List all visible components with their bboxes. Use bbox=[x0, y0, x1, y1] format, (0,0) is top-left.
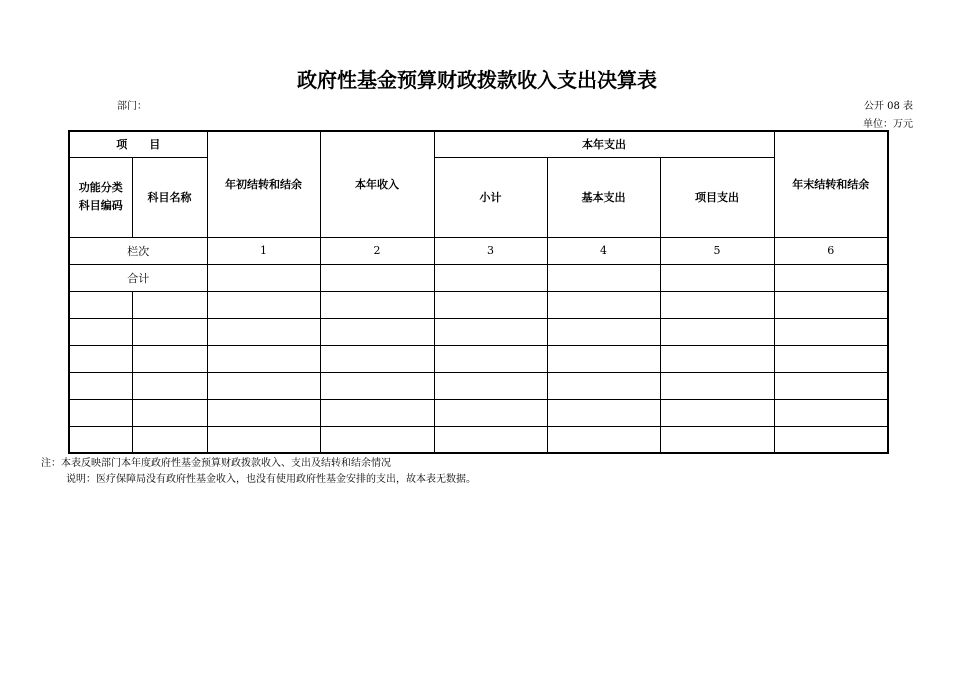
table-cell bbox=[434, 345, 547, 372]
column-number-5: 5 bbox=[660, 237, 774, 264]
table-row bbox=[69, 318, 888, 345]
table-cell bbox=[320, 372, 434, 399]
table-cell bbox=[774, 399, 888, 426]
table-row bbox=[69, 291, 888, 318]
page-title: 政府性基金预算财政拨款收入支出决算表 bbox=[297, 68, 657, 92]
table-cell bbox=[660, 291, 774, 318]
table-cell bbox=[547, 291, 660, 318]
table-cell bbox=[774, 372, 888, 399]
table-cell bbox=[774, 426, 888, 453]
table-row bbox=[69, 345, 888, 372]
table-cell bbox=[434, 264, 547, 291]
table-cell bbox=[132, 345, 207, 372]
table-cell bbox=[320, 291, 434, 318]
table-cell bbox=[207, 345, 320, 372]
table-cell bbox=[132, 399, 207, 426]
table-cell bbox=[320, 345, 434, 372]
table-cell bbox=[547, 264, 660, 291]
table-cell bbox=[320, 399, 434, 426]
table-cell bbox=[774, 264, 888, 291]
table-cell bbox=[69, 426, 132, 453]
expense-header: 本年支出 bbox=[434, 131, 774, 157]
table-cell bbox=[320, 318, 434, 345]
table-cell bbox=[207, 318, 320, 345]
subtotal-header: 小计 bbox=[434, 157, 547, 237]
unit-label: 单位：万元 bbox=[863, 119, 913, 130]
table-cell bbox=[774, 318, 888, 345]
notes bbox=[41, 456, 476, 488]
table-cell bbox=[434, 426, 547, 453]
table-cell bbox=[69, 291, 132, 318]
table-cell bbox=[547, 345, 660, 372]
table-cell bbox=[660, 399, 774, 426]
table-cell bbox=[434, 372, 547, 399]
total-label: 合计 bbox=[69, 264, 207, 291]
table-cell bbox=[660, 345, 774, 372]
func-code-header-line2: 科目编码 bbox=[78, 199, 123, 212]
table-cell bbox=[660, 372, 774, 399]
explanation-line: 说明：医疗保障局没有政府性基金收入，也没有使用政府性基金安排的支出，故本表无数据。 bbox=[66, 474, 476, 485]
table-cell bbox=[207, 264, 320, 291]
column-number-1: 1 bbox=[207, 237, 320, 264]
table-row bbox=[69, 399, 888, 426]
table-cell bbox=[774, 345, 888, 372]
table-cell bbox=[320, 426, 434, 453]
table-cell bbox=[207, 426, 320, 453]
table-cell bbox=[660, 426, 774, 453]
table-cell bbox=[132, 426, 207, 453]
table-cell bbox=[132, 318, 207, 345]
table-cell bbox=[434, 318, 547, 345]
income-header: 本年收入 bbox=[320, 131, 434, 237]
basic-expense-header: 基本支出 bbox=[547, 157, 660, 237]
table-cell bbox=[774, 291, 888, 318]
func-code-header-line1: 功能分类 bbox=[78, 181, 123, 194]
table-cell bbox=[69, 318, 132, 345]
table-row bbox=[69, 426, 888, 453]
column-number-6: 6 bbox=[774, 237, 888, 264]
column-index-label: 栏次 bbox=[69, 237, 207, 264]
table-cell bbox=[132, 291, 207, 318]
table-cell bbox=[320, 264, 434, 291]
table-cell bbox=[207, 372, 320, 399]
table-cell bbox=[69, 345, 132, 372]
table-cell bbox=[207, 291, 320, 318]
table-cell bbox=[132, 372, 207, 399]
func-code-header bbox=[69, 157, 132, 237]
table-cell bbox=[69, 399, 132, 426]
closing-balance-header: 年末结转和结余 bbox=[774, 131, 888, 237]
item-header: 项 目 bbox=[69, 131, 207, 157]
table-cell bbox=[547, 399, 660, 426]
table-cell bbox=[434, 291, 547, 318]
note-line: 注：本表反映部门本年度政府性基金预算财政拨款收入、支出及结转和结余情况 bbox=[41, 458, 391, 469]
table-cell bbox=[660, 318, 774, 345]
opening-balance-header: 年初结转和结余 bbox=[207, 131, 320, 237]
column-number-3: 3 bbox=[434, 237, 547, 264]
form-number: 公开 08 表 bbox=[863, 101, 913, 112]
subject-name-header: 科目名称 bbox=[132, 157, 207, 237]
table-cell bbox=[660, 264, 774, 291]
table-cell bbox=[547, 318, 660, 345]
column-number-2: 2 bbox=[320, 237, 434, 264]
table-cell bbox=[69, 372, 132, 399]
column-number-4: 4 bbox=[547, 237, 660, 264]
table-cell bbox=[434, 399, 547, 426]
total-row bbox=[69, 264, 888, 291]
project-expense-header: 项目支出 bbox=[660, 157, 774, 237]
budget-table bbox=[68, 130, 889, 454]
department-label: 部门： bbox=[117, 101, 147, 112]
table-cell bbox=[547, 426, 660, 453]
table-row bbox=[69, 372, 888, 399]
table-cell bbox=[207, 399, 320, 426]
table-cell bbox=[547, 372, 660, 399]
